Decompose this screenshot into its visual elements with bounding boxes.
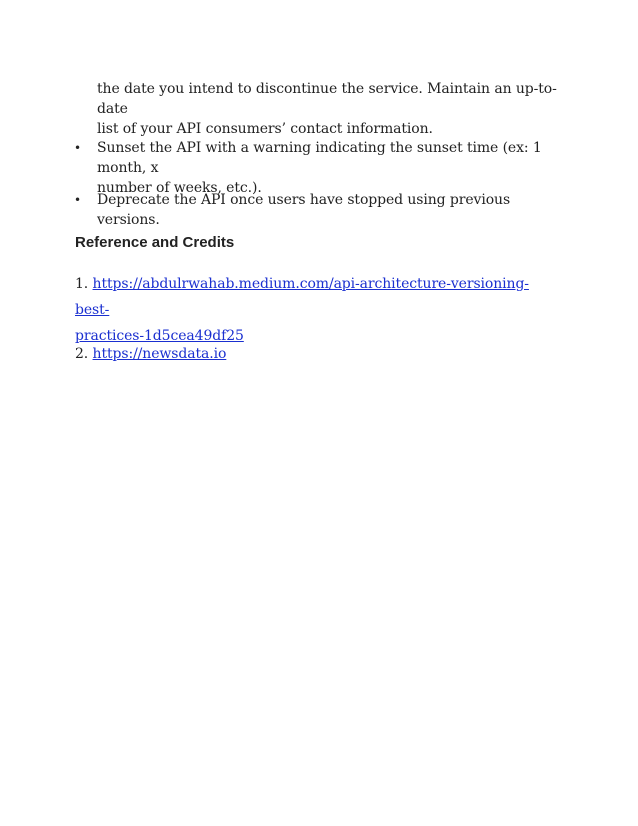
reference-number: 2. xyxy=(75,346,89,362)
reference-item-2 xyxy=(75,341,555,367)
reference-link-medium[interactable]: https://abdulrwahab.medium.com/api-architecture-versioning-best- xyxy=(75,276,529,318)
bullet-item-deprecate xyxy=(74,190,577,230)
continuation-line-1: the date you intend to discontinue the service. Maintain an up-to-date xyxy=(97,81,557,117)
bullet-deprecate-line-1: Deprecate the API once users have stopped using previous versions. xyxy=(97,192,511,228)
bullet-sunset-line-2: number of weeks, etc.). xyxy=(97,180,262,196)
continuation-paragraph xyxy=(97,79,567,139)
bullet-sunset-line-1: Sunset the API with a warning indicating the sunset time (ex: 1 month, x xyxy=(97,140,542,176)
reference-number: 1. xyxy=(75,276,89,292)
bullet-marker: • xyxy=(74,193,81,207)
references-heading: Reference and Credits xyxy=(75,234,235,251)
bullet-item-sunset xyxy=(74,138,577,198)
reference-link-medium-continued[interactable]: practices-1d5cea49df25 xyxy=(75,328,244,344)
reference-item-1 xyxy=(75,271,555,349)
bullet-marker: • xyxy=(74,141,81,155)
continuation-line-2: list of your API consumers’ contact information. xyxy=(97,121,433,137)
reference-link-newsdata[interactable]: https://newsdata.io xyxy=(92,346,227,362)
